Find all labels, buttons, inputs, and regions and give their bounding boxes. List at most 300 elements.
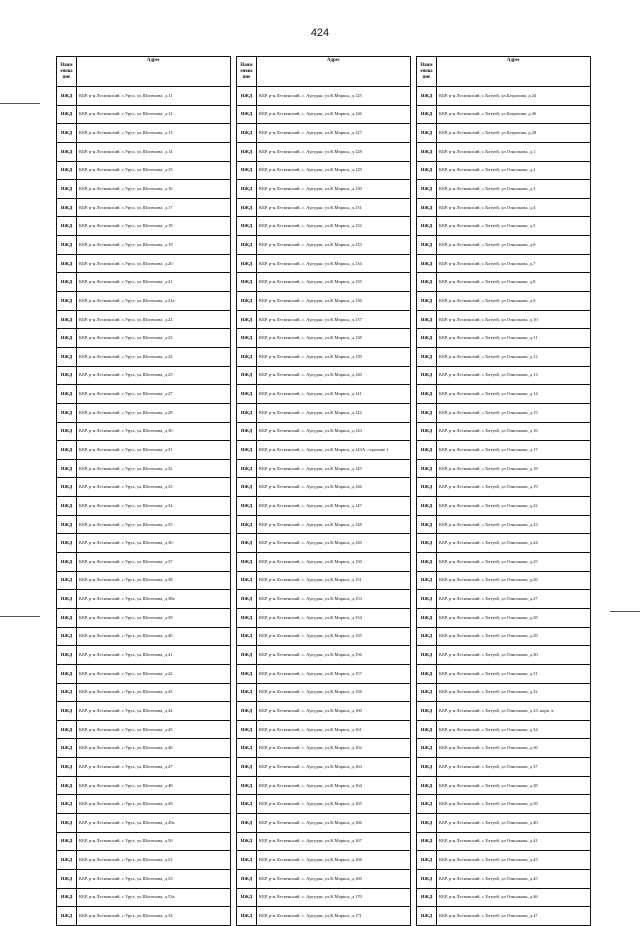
- object-type-cell: ИЖД: [417, 422, 437, 441]
- table-row: [417, 87, 591, 106]
- header-name-column: Наим енова ние: [237, 57, 257, 87]
- table-row: [57, 702, 231, 721]
- table-row: [237, 758, 411, 777]
- object-type-cell: ИЖД: [417, 739, 437, 758]
- address-cell: КБР, р-н.Лескенский, с.Хатуей, ул.Озноокова, д.47: [437, 907, 591, 926]
- address-cell: КБР, р-н.Лескенский, с.Урух, ул.Шогенова, д.27: [77, 385, 231, 404]
- table-row: [57, 292, 231, 311]
- address-cell: КБР, р-н.Лескенский, с. Аргудан, ул.К.Маркса, д.137: [257, 310, 411, 329]
- address-cell: КБР, р-н.Лескенский, с.Урух, ул.Шогенова, д.22: [77, 310, 231, 329]
- object-type-cell: ИЖД: [57, 497, 77, 516]
- object-type-cell: ИЖД: [417, 441, 437, 460]
- table-row: [57, 813, 231, 832]
- table-row: [237, 664, 411, 683]
- address-table-2: [236, 56, 411, 926]
- object-type-cell: ИЖД: [237, 664, 257, 683]
- object-type-cell: ИЖД: [237, 646, 257, 665]
- object-type-cell: ИЖД: [57, 385, 77, 404]
- table-row: [417, 497, 591, 516]
- table-row: [237, 795, 411, 814]
- table-row: [417, 198, 591, 217]
- address-cell: КБР, р-н.Лескенский, с.Урух, ул.Шогенова, д.14: [77, 142, 231, 161]
- object-type-cell: ИЖД: [57, 478, 77, 497]
- table-row: [237, 497, 411, 516]
- object-type-cell: ИЖД: [237, 534, 257, 553]
- address-cell: КБР, р-н.Лескенский, с.Урух, ул.Шогенова, д.13: [77, 124, 231, 143]
- table-row: [57, 198, 231, 217]
- table-row: [417, 795, 591, 814]
- address-cell: КБР, р-н.Лескенский, с.Урух, ул.Шогенова, д.33: [77, 478, 231, 497]
- address-cell: КБР, р-н.Лескенский, с.Хатуей, ул.Озноокова, д.4: [437, 198, 591, 217]
- object-type-cell: ИЖД: [417, 590, 437, 609]
- address-cell: КБР, р-н.Лескенский, с. Аргудан, ул.К.Маркса, д.162: [257, 739, 411, 758]
- object-type-cell: ИЖД: [237, 422, 257, 441]
- address-cell: КБР, р-н.Лескенский, с.Хатуей, ул.Озноокова, д.23: [437, 515, 591, 534]
- table-row: [57, 627, 231, 646]
- object-type-cell: ИЖД: [417, 105, 437, 124]
- address-cell: КБР, р-н.Лескенский, с.Хатуей, ул.Озноокова, д.34: [437, 720, 591, 739]
- object-type-cell: ИЖД: [417, 497, 437, 516]
- object-type-cell: ИЖД: [237, 851, 257, 870]
- address-cell: КБР, р-н.Лескенский, с.Хатуей, ул.Озноокова, д.25: [437, 553, 591, 572]
- object-type-cell: ИЖД: [57, 441, 77, 460]
- table-row: [417, 403, 591, 422]
- table-row: [237, 124, 411, 143]
- address-cell: КБР, р-н.Лескенский, с.Хатуей, ул.Озноокова, д.30: [437, 646, 591, 665]
- table-row: [57, 869, 231, 888]
- address-cell: КБР, р-н.Лескенский, с. Аргудан, ул.К.Маркса, д.150: [257, 553, 411, 572]
- address-table-1: [56, 56, 231, 926]
- object-type-cell: ИЖД: [417, 795, 437, 814]
- table-row: [237, 142, 411, 161]
- object-type-cell: ИЖД: [237, 795, 257, 814]
- address-cell: КБР, р-н.Лескенский, с.Хатуей, ул.Озноокова, д.41: [437, 832, 591, 851]
- object-type-cell: ИЖД: [417, 142, 437, 161]
- table-row: [237, 217, 411, 236]
- table-row: [57, 515, 231, 534]
- object-type-cell: ИЖД: [417, 180, 437, 199]
- table-row: [417, 422, 591, 441]
- object-type-cell: ИЖД: [417, 683, 437, 702]
- object-type-cell: ИЖД: [57, 124, 77, 143]
- object-type-cell: ИЖД: [417, 310, 437, 329]
- object-type-cell: ИЖД: [57, 851, 77, 870]
- table-row: [237, 180, 411, 199]
- address-cell: КБР, р-н.Лескенский, с.Хатуей, ул.Озноокова, д.40: [437, 813, 591, 832]
- address-cell: КБР, р-н.Лескенский, с.Хатуей, ул.Озноокова, д.14: [437, 385, 591, 404]
- object-type-cell: ИЖД: [417, 553, 437, 572]
- header-name-column: Наим енова ние: [417, 57, 437, 87]
- address-cell: КБР, р-н.Лескенский, с.Хатуей, ул.Батразова, д.26: [437, 105, 591, 124]
- table-row: [237, 776, 411, 795]
- address-cell: КБР, р-н.Лескенский, с.Хатуей, ул.Озноокова, д.19: [437, 478, 591, 497]
- table-row: [237, 478, 411, 497]
- scan-margin-line: [0, 103, 40, 104]
- object-type-cell: ИЖД: [57, 571, 77, 590]
- address-cell: КБР, р-н.Лескенский, с.Урух, ул.Шогенова, д.44: [77, 702, 231, 721]
- address-cell: КБР, р-н.Лескенский, с. Аргудан, ул.К.Маркса, д.130: [257, 180, 411, 199]
- table-row: [237, 534, 411, 553]
- table-row: [57, 888, 231, 907]
- address-cell: КБР, р-н.Лескенский, с. Аргудан, ул.К.Маркса, д.135: [257, 273, 411, 292]
- object-type-cell: ИЖД: [237, 292, 257, 311]
- object-type-cell: ИЖД: [237, 161, 257, 180]
- table-row: [57, 180, 231, 199]
- object-type-cell: ИЖД: [417, 124, 437, 143]
- object-type-cell: ИЖД: [57, 310, 77, 329]
- table-row: [237, 515, 411, 534]
- address-tables: [56, 56, 592, 926]
- table-row: [57, 254, 231, 273]
- address-cell: КБР, р-н.Лескенский, с. Аргудан, ул.К.Маркса, д.161: [257, 720, 411, 739]
- object-type-cell: ИЖД: [417, 832, 437, 851]
- table-row: [57, 142, 231, 161]
- address-cell: КБР, р-н.Лескенский, с. Аргудан, ул.К.Маркса, д.126: [257, 105, 411, 124]
- address-cell: КБР, р-н.Лескенский, с.Хатуей, ул.Озноокова, д.31: [437, 664, 591, 683]
- table-row: [417, 292, 591, 311]
- table-row: [417, 571, 591, 590]
- object-type-cell: ИЖД: [417, 851, 437, 870]
- address-cell: КБР, р-н.Лескенский, с.Урух, ул.Шогенова, д.53: [77, 869, 231, 888]
- table-row: [417, 515, 591, 534]
- object-type-cell: ИЖД: [237, 254, 257, 273]
- address-cell: КБР, р-н.Лескенский, с. Аргудан, ул.К.Маркса, д.145: [257, 459, 411, 478]
- object-type-cell: ИЖД: [417, 87, 437, 106]
- address-cell: КБР, р-н.Лескенский, с.Хатуей, ул.Озноокова, д.2: [437, 161, 591, 180]
- object-type-cell: ИЖД: [237, 553, 257, 572]
- address-cell: КБР, р-н.Лескенский, с.Урух, ул.Шогенова, д.42: [77, 664, 231, 683]
- address-cell: КБР, р-н.Лескенский, с.Урух, ул.Шогенова, д.40: [77, 627, 231, 646]
- address-cell: КБР, р-н.Лескенский, с. Аргудан, ул.К.Маркса, д.164: [257, 776, 411, 795]
- address-cell: КБР, р-н.Лескенский, с.Хатуей, ул.Озноокова, д.3: [437, 180, 591, 199]
- object-type-cell: ИЖД: [237, 385, 257, 404]
- address-cell: КБР, р-н.Лескенский, с.Урух, ул.Шогенова, д.43: [77, 683, 231, 702]
- object-type-cell: ИЖД: [417, 534, 437, 553]
- object-type-cell: ИЖД: [57, 813, 77, 832]
- table-row: [237, 888, 411, 907]
- address-cell: КБР, р-н.Лескенский, с.Урух, ул.Шогенова, д.37: [77, 553, 231, 572]
- object-type-cell: ИЖД: [57, 105, 77, 124]
- address-cell: КБР, р-н.Лескенский, с.Урух, ул.Шогенова, д.24: [77, 347, 231, 366]
- object-type-cell: ИЖД: [417, 664, 437, 683]
- address-cell: КБР, р-н.Лескенский, с. Аргудан, ул.К.Маркса, д.140: [257, 366, 411, 385]
- table-row: [57, 347, 231, 366]
- table-row: [57, 329, 231, 348]
- table-row: [57, 124, 231, 143]
- address-cell: КБР, р-н.Лескенский, с.Урух, ул.Шогенова, д.21а: [77, 292, 231, 311]
- object-type-cell: ИЖД: [237, 180, 257, 199]
- address-cell: КБР, р-н.Лескенский, с. Аргудан, ул.К.Маркса, д.155: [257, 627, 411, 646]
- table-row: [417, 124, 591, 143]
- table-row: [417, 627, 591, 646]
- table-row: [57, 478, 231, 497]
- address-cell: КБР, р-н.Лескенский, с.Урух, ул.Шогенова, д.30: [77, 422, 231, 441]
- object-type-cell: ИЖД: [417, 646, 437, 665]
- table-row: [417, 366, 591, 385]
- object-type-cell: ИЖД: [237, 124, 257, 143]
- address-cell: КБР, р-н.Лескенский, с.Урух, ул.Шогенова, д.50: [77, 832, 231, 851]
- address-cell: КБР, р-н.Лескенский, с.Хатуей, ул.Озноокова, д.32: [437, 683, 591, 702]
- address-cell: КБР, р-н.Лескенский, с. Аргудан, ул.К.Маркса, д.143: [257, 422, 411, 441]
- address-cell: КБР, р-н.Лескенский, с.Хатуей, ул.Озноокова, д.37: [437, 758, 591, 777]
- table-row: [417, 702, 591, 721]
- table-row: [237, 683, 411, 702]
- table-row: [237, 720, 411, 739]
- object-type-cell: ИЖД: [57, 758, 77, 777]
- table-row: [57, 608, 231, 627]
- address-cell: КБР, р-н.Лескенский, с.Хатуей, ул.Озноокова, д.7: [437, 254, 591, 273]
- table-row: [417, 254, 591, 273]
- table-row: [237, 907, 411, 926]
- object-type-cell: ИЖД: [417, 198, 437, 217]
- table-row: [57, 273, 231, 292]
- table-row: [237, 310, 411, 329]
- object-type-cell: ИЖД: [417, 888, 437, 907]
- address-cell: КБР, р-н.Лескенский, с.Урух, ул.Шогенова, д.16: [77, 180, 231, 199]
- address-cell: КБР, р-н.Лескенский, с.Урух, ул.Шогенова, д.36: [77, 534, 231, 553]
- address-cell: КБР, р-н.Лескенский, с. Аргудан, ул.К.Маркса, д.125: [257, 87, 411, 106]
- address-cell: КБР, р-н.Лескенский, с.Урух, ул.Шогенова, д.18: [77, 217, 231, 236]
- address-cell: КБР, р-н.Лескенский, с. Аргудан, ул.К.Маркса, д.154: [257, 608, 411, 627]
- table-row: [417, 776, 591, 795]
- address-cell: КБР, р-н.Лескенский, с.Хатуей, ул.Озноокова, д.38: [437, 776, 591, 795]
- object-type-cell: ИЖД: [237, 571, 257, 590]
- table-row: [57, 553, 231, 572]
- address-cell: КБР, р-н.Лескенский, с. Аргудан, ул.К.Маркса, д.170: [257, 888, 411, 907]
- object-type-cell: ИЖД: [417, 776, 437, 795]
- object-type-cell: ИЖД: [57, 180, 77, 199]
- object-type-cell: ИЖД: [237, 347, 257, 366]
- object-type-cell: ИЖД: [57, 459, 77, 478]
- address-cell: КБР, р-н.Лескенский, с.Хатуей, ул.Озноокова, д.24: [437, 534, 591, 553]
- object-type-cell: ИЖД: [57, 627, 77, 646]
- object-type-cell: ИЖД: [237, 869, 257, 888]
- table-row: [417, 739, 591, 758]
- table-row: [417, 180, 591, 199]
- address-cell: КБР, р-н.Лескенский, с. Аргудан, ул.К.Маркса, д.158: [257, 683, 411, 702]
- object-type-cell: ИЖД: [417, 236, 437, 255]
- address-cell: КБР, р-н.Лескенский, с. Аргудан, ул.К.Маркса, д.151: [257, 571, 411, 590]
- address-cell: КБР, р-н.Лескенский, с.Урух, ул.Шогенова, д.17: [77, 198, 231, 217]
- object-type-cell: ИЖД: [417, 869, 437, 888]
- address-cell: КБР, р-н.Лескенский, с. Аргудан, ул.К.Маркса, д.171: [257, 907, 411, 926]
- object-type-cell: ИЖД: [57, 142, 77, 161]
- table-row: [237, 459, 411, 478]
- table-row: [417, 217, 591, 236]
- header-address-column: Адрес: [257, 57, 411, 87]
- object-type-cell: ИЖД: [237, 329, 257, 348]
- object-type-cell: ИЖД: [417, 273, 437, 292]
- table-row: [57, 683, 231, 702]
- address-cell: КБР, р-н.Лескенский, с.Урух, ул.Шогенова, д.54: [77, 907, 231, 926]
- table-row: [417, 347, 591, 366]
- object-type-cell: ИЖД: [57, 217, 77, 236]
- object-type-cell: ИЖД: [237, 459, 257, 478]
- table-row: [57, 217, 231, 236]
- table-row: [417, 608, 591, 627]
- object-type-cell: ИЖД: [237, 105, 257, 124]
- object-type-cell: ИЖД: [237, 515, 257, 534]
- table-row: [57, 385, 231, 404]
- object-type-cell: ИЖД: [237, 907, 257, 926]
- address-cell: КБР, р-н.Лескенский, с.Хатуей, ул.Озноокова, д.11: [437, 329, 591, 348]
- object-type-cell: ИЖД: [57, 329, 77, 348]
- object-type-cell: ИЖД: [57, 720, 77, 739]
- table-row: [57, 851, 231, 870]
- table-row: [57, 310, 231, 329]
- table-row: [417, 534, 591, 553]
- object-type-cell: ИЖД: [57, 347, 77, 366]
- page-number: 424: [310, 27, 330, 39]
- table-row: [57, 795, 231, 814]
- table-row: [417, 553, 591, 572]
- table-row: [417, 851, 591, 870]
- address-cell: КБР, р-н.Лескенский, с. Аргудан, ул.К.Маркса, д.143А, строение 1: [257, 441, 411, 460]
- object-type-cell: ИЖД: [237, 776, 257, 795]
- table-row: [57, 907, 231, 926]
- address-cell: КБР, р-н.Лескенский, с. Аргудан, ул.К.Маркса, д.131: [257, 198, 411, 217]
- object-type-cell: ИЖД: [237, 441, 257, 460]
- address-cell: КБР, р-н.Лескенский, с.Хатуей, ул.Озноокова, д.5: [437, 217, 591, 236]
- address-cell: КБР, р-н.Лескенский, с.Хатуей, ул.Озноокова, д.29: [437, 627, 591, 646]
- address-cell: КБР, р-н.Лескенский, с.Хатуей, ул.Озноокова, д.1: [437, 142, 591, 161]
- table-row: [237, 441, 411, 460]
- object-type-cell: ИЖД: [417, 254, 437, 273]
- object-type-cell: ИЖД: [417, 366, 437, 385]
- address-cell: КБР, р-н.Лескенский, с.Урух, ул.Шогенова, д.47: [77, 758, 231, 777]
- address-cell: КБР, р-н.Лескенский, с.Урух, ул.Шогенова, д.41: [77, 646, 231, 665]
- table-row: [57, 720, 231, 739]
- address-cell: КБР, р-н.Лескенский, с.Хатуей, ул.Озноокова, д.13: [437, 366, 591, 385]
- address-cell: КБР, р-н.Лескенский, с.Хатуей, ул.Озноокова, д.46: [437, 888, 591, 907]
- object-type-cell: ИЖД: [417, 385, 437, 404]
- address-cell: КБР, р-н.Лескенский, с.Урух, ул.Шогенова, д.51: [77, 851, 231, 870]
- table-row: [417, 869, 591, 888]
- table-row: [237, 739, 411, 758]
- object-type-cell: ИЖД: [237, 627, 257, 646]
- table-row: [237, 273, 411, 292]
- object-type-cell: ИЖД: [57, 366, 77, 385]
- object-type-cell: ИЖД: [237, 590, 257, 609]
- object-type-cell: ИЖД: [417, 161, 437, 180]
- address-cell: КБР, р-н.Лескенский, с.Урух, ул.Шогенова, д.38: [77, 571, 231, 590]
- object-type-cell: ИЖД: [417, 571, 437, 590]
- object-type-cell: ИЖД: [417, 720, 437, 739]
- object-type-cell: ИЖД: [57, 832, 77, 851]
- table-row: [237, 105, 411, 124]
- address-cell: КБР, р-н.Лескенский, с.Хатуей, ул.Озноокова, д.39: [437, 795, 591, 814]
- object-type-cell: ИЖД: [417, 627, 437, 646]
- table-row: [237, 851, 411, 870]
- object-type-cell: ИЖД: [57, 236, 77, 255]
- table-row: [417, 813, 591, 832]
- object-type-cell: ИЖД: [237, 236, 257, 255]
- object-type-cell: ИЖД: [57, 683, 77, 702]
- address-cell: КБР, р-н.Лескенский, с. Аргудан, ул.К.Маркса, д.141: [257, 385, 411, 404]
- address-cell: КБР, р-н.Лескенский, с. Аргудан, ул.К.Маркса, д.160: [257, 702, 411, 721]
- address-cell: КБР, р-н.Лескенский, с. Аргудан, ул.К.Маркса, д.157: [257, 664, 411, 683]
- address-cell: КБР, р-н.Лескенский, с.Урух, ул.Шогенова, д.46: [77, 739, 231, 758]
- object-type-cell: ИЖД: [417, 515, 437, 534]
- object-type-cell: ИЖД: [237, 832, 257, 851]
- table-row: [237, 627, 411, 646]
- object-type-cell: ИЖД: [57, 292, 77, 311]
- object-type-cell: ИЖД: [237, 310, 257, 329]
- table-row: [57, 87, 231, 106]
- address-cell: КБР, р-н.Лескенский, с.Хатуей, ул.Озноокова, д.26: [437, 571, 591, 590]
- address-cell: КБР, р-н.Лескенский, с.Хатуей, ул.Озноокова, д.17: [437, 441, 591, 460]
- table-row: [417, 441, 591, 460]
- table-row: [57, 236, 231, 255]
- table-row: [417, 273, 591, 292]
- address-cell: КБР, р-н.Лескенский, с.Урух, ул.Шогенова, д.21: [77, 273, 231, 292]
- object-type-cell: ИЖД: [57, 869, 77, 888]
- table-row: [237, 869, 411, 888]
- object-type-cell: ИЖД: [237, 497, 257, 516]
- address-cell: КБР, р-н.Лескенский, с.Хатуей, ул.Батразова, д.28: [437, 124, 591, 143]
- address-cell: КБР, р-н.Лескенский, с. Аргудан, ул.К.Маркса, д.149: [257, 534, 411, 553]
- object-type-cell: ИЖД: [57, 776, 77, 795]
- table-row: [237, 590, 411, 609]
- table-row: [237, 292, 411, 311]
- object-type-cell: ИЖД: [417, 292, 437, 311]
- address-cell: КБР, р-н.Лескенский, с.Хатуей, ул.Озноокова, д.45: [437, 869, 591, 888]
- address-cell: КБР, р-н.Лескенский, с.Урух, ул.Шогенова, д.28: [77, 403, 231, 422]
- object-type-cell: ИЖД: [57, 198, 77, 217]
- object-type-cell: ИЖД: [57, 888, 77, 907]
- address-cell: КБР, р-н.Лескенский, с.Хатуей, ул.Озноокова, д.33, корп. в: [437, 702, 591, 721]
- table-row: [237, 646, 411, 665]
- object-type-cell: ИЖД: [57, 254, 77, 273]
- object-type-cell: ИЖД: [237, 702, 257, 721]
- address-cell: КБР, р-н.Лескенский, с.Хатуей, ул.Озноокова, д.22: [437, 497, 591, 516]
- table-row: [237, 366, 411, 385]
- object-type-cell: ИЖД: [57, 608, 77, 627]
- object-type-cell: ИЖД: [237, 683, 257, 702]
- object-type-cell: ИЖД: [237, 720, 257, 739]
- address-cell: КБР, р-н.Лескенский, с.Урух, ул.Шогенова, д.53а: [77, 888, 231, 907]
- address-cell: КБР, р-н.Лескенский, с.Хатуей, ул.Озноокова, д.12: [437, 347, 591, 366]
- object-type-cell: ИЖД: [57, 702, 77, 721]
- object-type-cell: ИЖД: [417, 907, 437, 926]
- table-row: [417, 664, 591, 683]
- address-cell: КБР, р-н.Лескенский, с.Хатуей, ул.Озноокова, д.18: [437, 459, 591, 478]
- table-row: [417, 888, 591, 907]
- object-type-cell: ИЖД: [57, 87, 77, 106]
- address-cell: КБР, р-н.Лескенский, с. Аргудан, ул.К.Маркса, д.166: [257, 813, 411, 832]
- header-address-column: Адрес: [77, 57, 231, 87]
- table-row: [237, 608, 411, 627]
- table-row: [417, 142, 591, 161]
- table-row: [237, 385, 411, 404]
- object-type-cell: ИЖД: [417, 702, 437, 721]
- address-cell: КБР, р-н.Лескенский, с.Урух, ул.Шогенова, д.19: [77, 236, 231, 255]
- address-cell: КБР, р-н.Лескенский, с.Хатуей, ул.Озноокова, д.43: [437, 851, 591, 870]
- object-type-cell: ИЖД: [237, 758, 257, 777]
- object-type-cell: ИЖД: [237, 888, 257, 907]
- address-cell: КБР, р-н.Лескенский, с. Аргудан, ул.К.Маркса, д.156: [257, 646, 411, 665]
- table-row: [237, 422, 411, 441]
- table-row: [417, 720, 591, 739]
- object-type-cell: ИЖД: [57, 534, 77, 553]
- address-cell: КБР, р-н.Лескенский, с.Урух, ул.Шогенова, д.25: [77, 366, 231, 385]
- table-row: [57, 739, 231, 758]
- table-row: [57, 105, 231, 124]
- table-row: [237, 571, 411, 590]
- address-cell: КБР, р-н.Лескенский, с. Аргудан, ул.К.Маркса, д.148: [257, 515, 411, 534]
- address-cell: КБР, р-н.Лескенский, с. Аргудан, ул.К.Маркса, д.128: [257, 142, 411, 161]
- object-type-cell: ИЖД: [237, 142, 257, 161]
